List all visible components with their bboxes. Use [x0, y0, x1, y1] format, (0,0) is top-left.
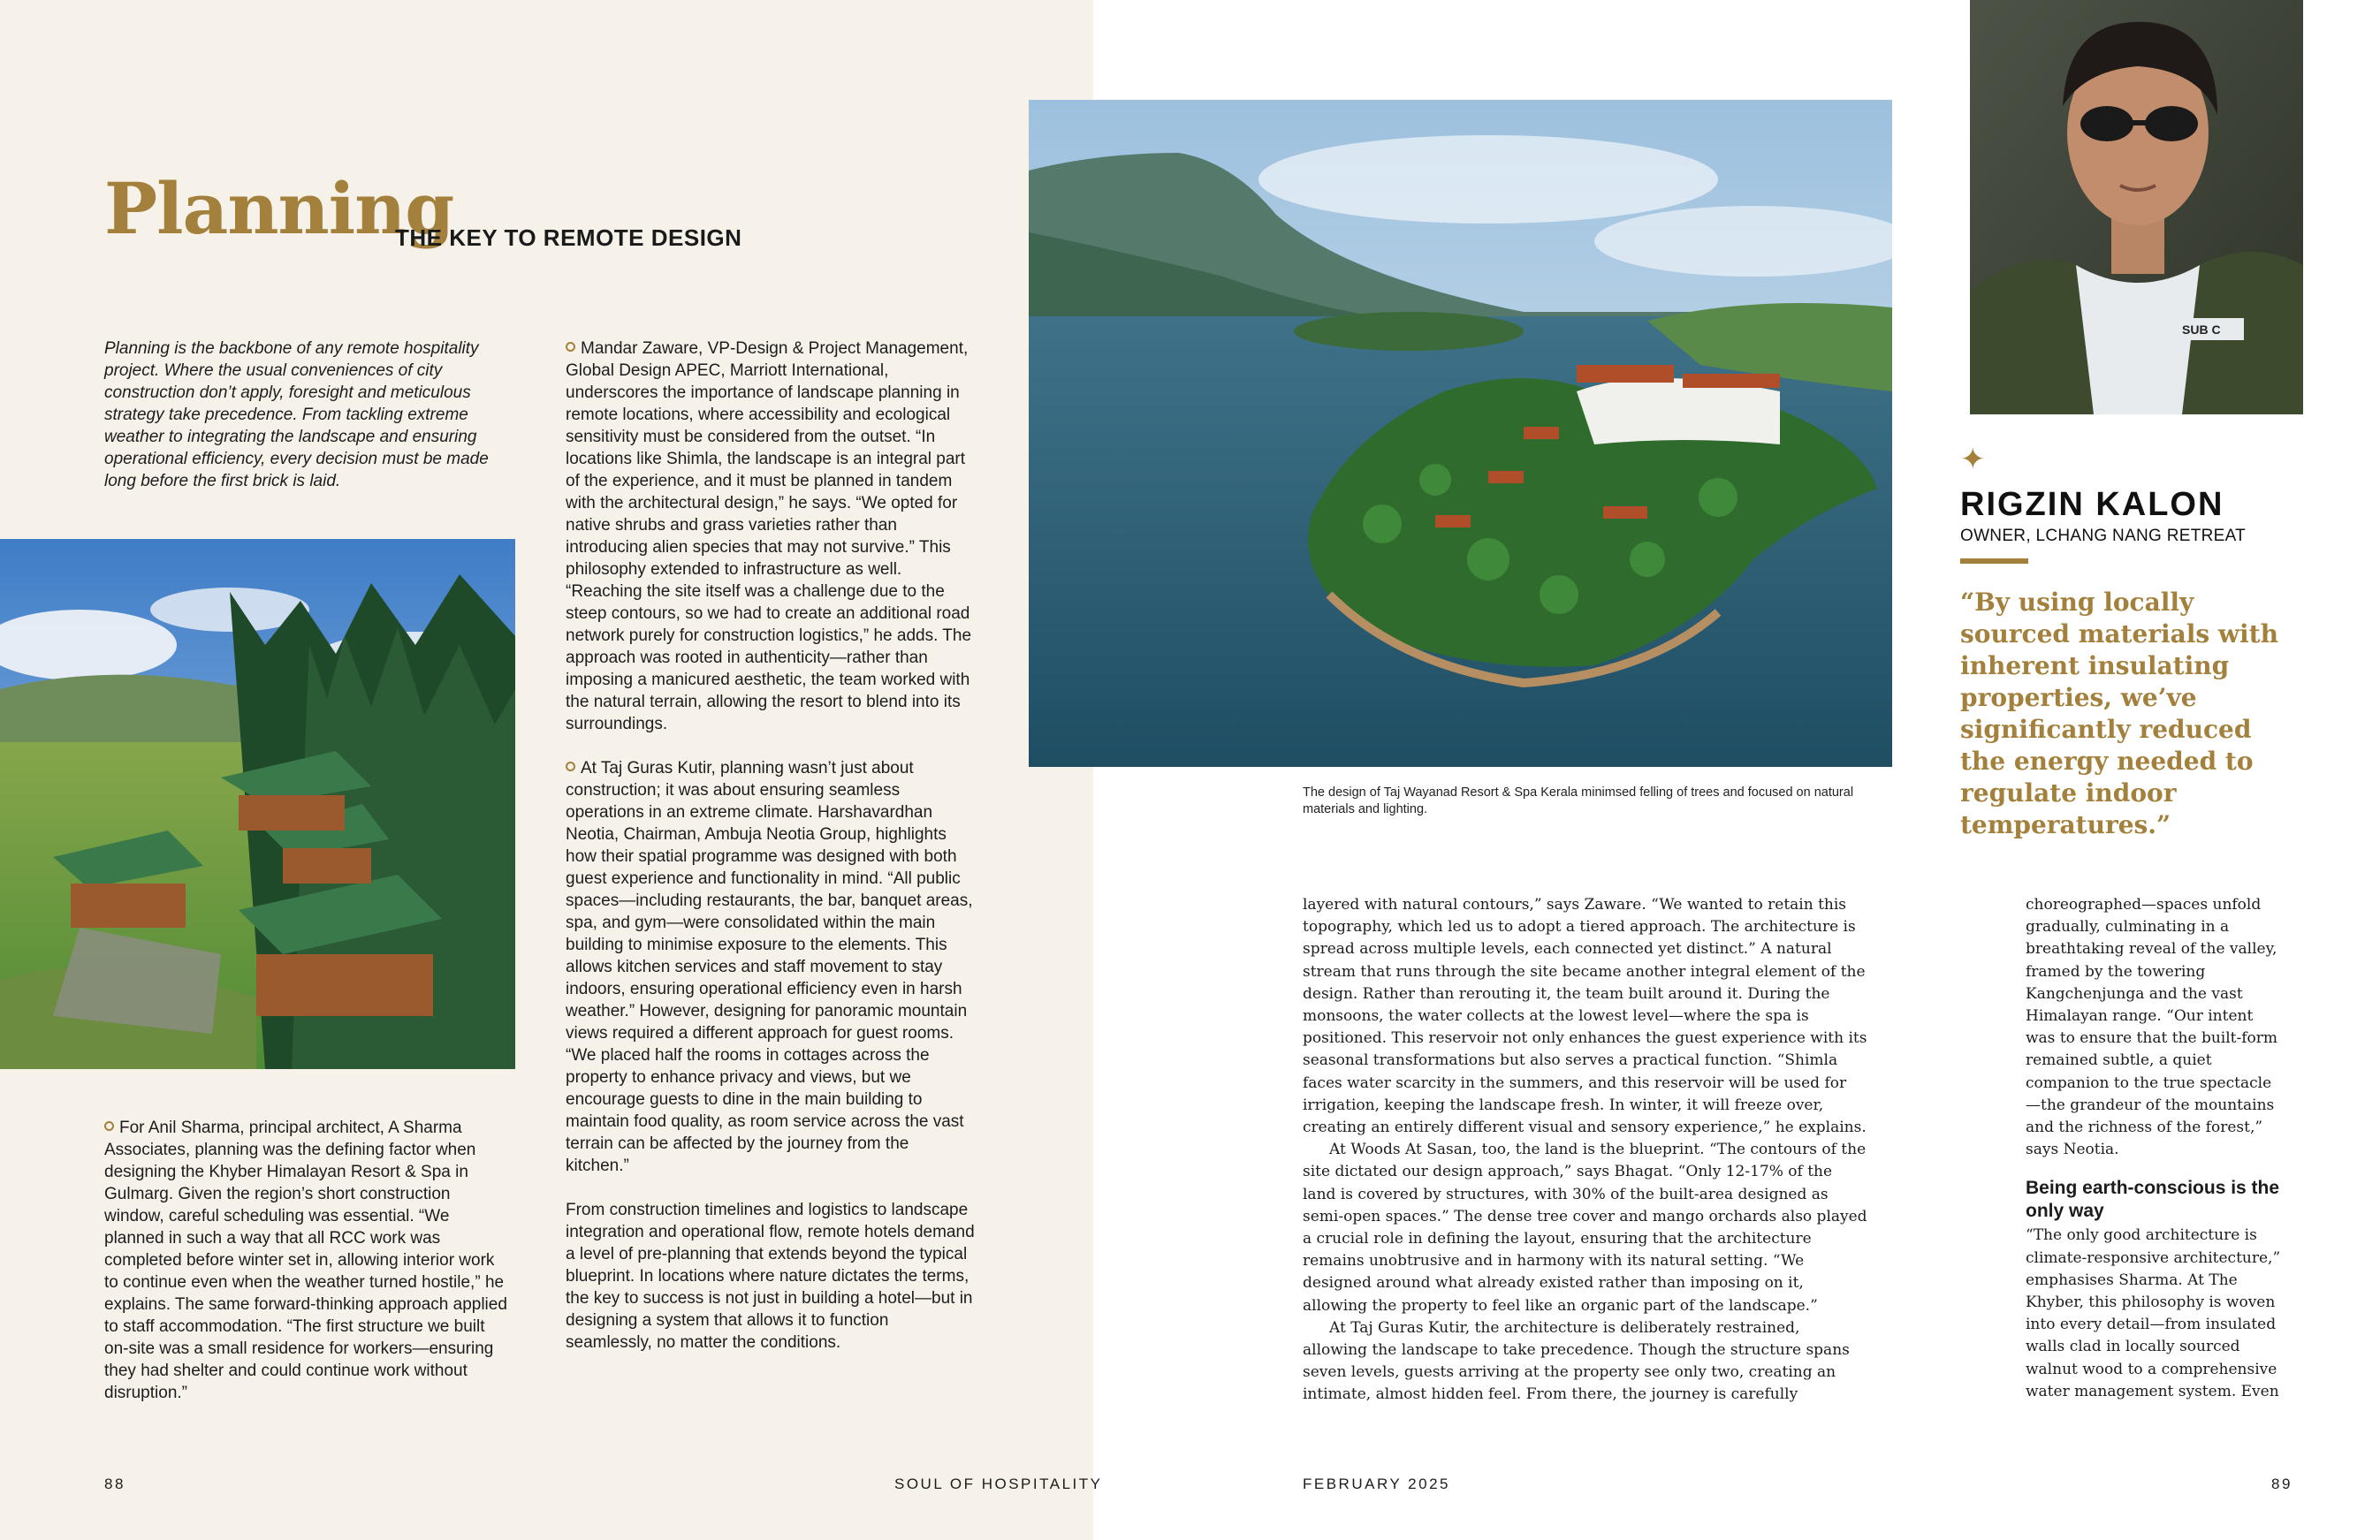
page-number-left: 88 [104, 1476, 125, 1492]
paragraph-climate: “The only good architecture is climate-responsive architecture,” emphasises Sharma. At The Khyber, this philosophy is woven into every detail—from insulated walls clad in locally sourced walnut wood to a comprehensive water management system. Even [2026, 1226, 2281, 1400]
mountain-resort-photo [0, 539, 515, 1069]
paragraph-sharma: For Anil Sharma, principal architect, A Sharma Associates, planning was the defining factor when designing the Khyber Himalayan Resort & Spa in Gulmarg. Given the region’s short construction window, careful scheduling was essential. “We planned in such a way that all RCC work was completed before winter set in, allowing interior work to continue even when the weather turned hostile,” he explains. The same forward-thinking approach applied to staff accommodation. “The first structure we built on-site was a small residence for workers—ensuring they had shelter and could continue work without disruption.” [104, 1119, 507, 1402]
intro-paragraph: Planning is the backbone of any remote hospitality project. Where the usual conveniences of city construction don’t apply, foresight and meticulous strategy take precedence. From tackling extreme weather to integrating the landscape and ensuring operational efficiency, every decision must be made long before the first brick is laid. [104, 339, 489, 490]
accent-divider [1960, 558, 2028, 564]
paragraph-conclusion: From construction timelines and logistics to landscape integration and operational flow, remote hotels demand a level of pre-planning that extends beyond the typical blueprint. In locations where nature dictates the terms, the key to success is not just in building a hotel—but in designing a system that allows it to function seamlessly, no matter the conditions. [566, 1201, 975, 1352]
bullet-icon [566, 342, 575, 352]
page-number-right: 89 [2271, 1476, 2293, 1492]
paragraph-guras: At Taj Guras Kutir, the architecture is deliberately restrained, allowing the landscape to take precedence. Though the structure spans seven levels, guests arriving at the property see only two, creating an intimate, almost hidden feel. From there, the journey is carefully [1303, 1318, 1850, 1404]
lake-resort-aerial-photo [1029, 100, 1892, 767]
paragraph-zaware: Mandar Zaware, VP-Design & Project Management, Global Design APEC, Marriott International, underscores the importance of landscape planning in remote locations, where accessibility and ecological sensitivity must be considered from the outset. “In locations like Shimla, the landscape is an integral part of the experience, and it must be planned in tandem with the architectural design,” he says. “We opted for native shrubs and grass varieties rather than introducing alien species that may not survive.” This philosophy extended to infrastructure as well. “Reaching the site itself was a challenge due to the steep contours, so we had to create an additional road network purely for construction logistics,” he adds. The approach was rooted in authenticity—rather than imposing a manicured aesthetic, the team worked with the natural terrain, allowing the resort to blend into its surroundings. [566, 339, 972, 733]
profile-role: OWNER, LCHANG NANG RETREAT [1960, 527, 2247, 545]
article-column-a [104, 1117, 511, 1404]
paragraph-neotia: At Taj Guras Kutir, planning wasn’t just about construction; it was about ensuring seamless operations in an extreme climate. Harshavardhan Neotia, Chairman, Ambuja Neotia Group, highlights how their spatial programme was designed with both guest experience and functionality in mind. “All public spaces—including restaurants, the bar, banquet areas, spa, and gym—were consolidated within the main building to minimise exposure to the elements. This allows kitchen services and staff movement to stay indoors, ensuring operational efficiency even in harsh weather.” However, designing for panoramic mountain views required a different approach for guest rooms. “We placed half the rooms in cottages across the property to enhance privacy and views, but we encourage guests to dine in the main building to maintain food quality, as room service across the vast terrain can be affected by the journey from the kitchen.” [566, 759, 973, 1175]
bullet-icon [566, 762, 575, 771]
page-title: Planning [104, 167, 454, 250]
portrait-photo [1970, 0, 2303, 414]
svg-text:SUB C: SUB C [2182, 322, 2221, 337]
paragraph-choreographed: choreographed—spaces unfold gradually, culminating in a breathtaking reveal of the valley, framed by the towering Kangchenjunga and the vast Himalayan range. “Our intent was to ensure that the built-form remained subtle, a quiet companion to the true spectacle—the grandeur of the mountains and the richness of the forest,” says Neotia. [2026, 896, 2278, 1159]
issue-date: FEBRUARY 2025 [1303, 1476, 1450, 1492]
profile-name: RIGZIN KALON [1960, 486, 2224, 523]
sparkle-icon: ✦ [1960, 443, 1986, 476]
paragraph-contours: layered with natural contours,” says Zaware. “We wanted to retain this topography, which led us to adopt a tiered approach. The architecture is spread across multiple levels, each connected yet distinct.” A natural stream that runs through the site became another integral element of the design. Rather than rerouting it, the team built around it. During the monsoons, the water collects at the lowest level—where the spa is positioned. This reservoir not only enhances the guest experience with its seasonal transformations but also serves a practical function. “Shimla faces water scarcity in the summers, and this reservoir will be used for irrigation, keeping the landscape fresh. In winter, it will freeze over, creating an entirely different visual and sensory experience,” he explains. [1303, 896, 1867, 1137]
article-column-d [2026, 894, 2282, 1403]
bullet-icon [104, 1121, 114, 1131]
paragraph-sasan: At Woods At Sasan, too, the land is the blueprint. “The contours of the site dictated our design approach,” says Bhagat. “Only 12-17% of the land is covered by structures, with 30% of the built-area designed as semi-open spaces.” The dense tree cover and mango orchards also played a crucial role in defining the layout, ensuring that the architecture remains unobtrusive and in harmony with its natural setting. “We designed around what already existed rather than imposing on it, allowing the property to feel like an organic part of the landscape.” [1303, 1141, 1867, 1315]
article-column-b [566, 338, 977, 1354]
magazine-name: SOUL OF HOSPITALITY [894, 1476, 1103, 1492]
pull-quote: “By using locally sourced materials with inherent insulating properties, we’ve significantly reduced the energy needed to regulate indoor temperatures.” [1960, 588, 2278, 839]
article-column-c [1303, 894, 1868, 1407]
section-heading: Being earth-conscious is the only way [2026, 1178, 2280, 1222]
photo-caption: The design of Taj Wayanad Resort & Spa Kerala minimsed felling of trees and focused on natural materials and lighting. [1303, 785, 1854, 816]
page-subtitle: THE KEY TO REMOTE DESIGN [395, 224, 742, 251]
